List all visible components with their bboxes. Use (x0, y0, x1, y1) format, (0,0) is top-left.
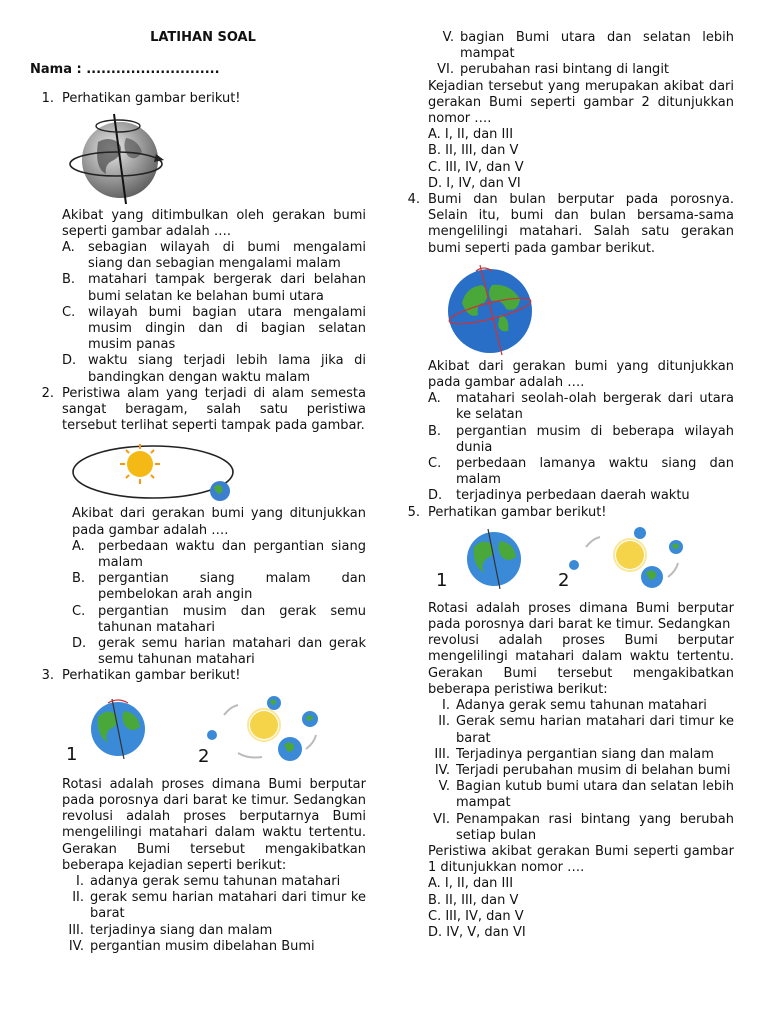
answer-option: A. I, II, dan III (428, 127, 514, 143)
question-number: 2. (41, 385, 54, 401)
question-number: 1. (41, 91, 54, 107)
name-line: Nama : ........................... (30, 62, 220, 78)
answer-option (62, 272, 366, 304)
event-item-text: pergantian musim dibelahan Bumi (90, 938, 315, 954)
rotation-globe-icon (458, 527, 530, 589)
rotating-globe-image (64, 112, 164, 204)
event-item-text: Terjadinya pergantian siang dan malam (456, 746, 714, 762)
event-item-label: V. (438, 779, 450, 795)
question-number: 4. (407, 192, 420, 208)
event-item-label: IV. (434, 762, 450, 778)
event-item (62, 923, 366, 939)
event-item (432, 62, 734, 78)
event-item (62, 890, 366, 922)
answer-option-label: B. (72, 571, 86, 587)
answer-option: C. III, IV, dan V (428, 908, 524, 924)
event-item (62, 939, 366, 955)
answer-option-text: matahari tampak bergerak dari belahan bumi selatan ke belahan bumi utara (88, 272, 366, 304)
answer-option (62, 305, 366, 354)
answer-option (62, 240, 366, 272)
earth-axis-rotation-image (440, 263, 540, 355)
events-list-continued (402, 30, 734, 79)
event-item-label: VI. (433, 811, 450, 827)
answer-option: A. I, II, dan III (428, 876, 514, 892)
question-prompt: Peristiwa alam yang terjadi di alam semesta sangat beragam, salah satu peristiwa tersebut terlihat seperti tampak pada gambar. (62, 385, 366, 434)
question-3 (30, 668, 366, 954)
event-item-label: III. (434, 746, 450, 762)
event-item-text: gerak semu harian matahari dari timur ke barat (90, 890, 366, 922)
answer-option-text: pergantian musim dan gerak semu tahunan matahari (98, 603, 366, 635)
answer-option-label: C. (62, 304, 76, 320)
event-item-text: Adanya gerak semu tahunan matahari (456, 698, 707, 714)
answer-option-label: C. (72, 603, 86, 619)
event-item-label: I. (76, 873, 84, 889)
event-item-label: II. (72, 890, 84, 906)
answer-option (72, 571, 366, 603)
answer-option-text: gerak semu harian matahari dan gerak semu tahunan matahari (98, 636, 366, 668)
figure-label-1: 1 (66, 743, 78, 765)
question-2 (30, 386, 366, 669)
left-column (30, 30, 366, 955)
event-item (428, 698, 734, 714)
event-item (428, 747, 734, 763)
options-list (62, 240, 366, 386)
event-item (428, 763, 734, 779)
question-prompt: Bumi dan bulan berputar pada porosnya. Selain itu, bumi dan bulan bersama-sama mengelilingi matahari. Salah satu gerakan bumi seperti pada gambar berikut. (428, 192, 734, 256)
revolution-orbit-icon (198, 691, 330, 767)
question-prompt: Perhatikan gambar berikut! (62, 668, 241, 684)
answer-option-text: waktu siang terjadi lebih lama jika di bandingkan dengan waktu malam (88, 353, 366, 385)
question-prompt: Perhatikan gambar berikut! (428, 504, 607, 520)
answer-option-label: A. (428, 391, 441, 407)
answer-option-label: B. (428, 423, 442, 439)
rotation-revolution-figure (62, 691, 366, 773)
earth-icon (210, 481, 230, 501)
question-number: 3. (41, 668, 54, 684)
event-item-text: Bagian kutub bumi utara dan selatan lebih mampat (456, 779, 734, 811)
question-stem: Akibat dari gerakan bumi yang ditunjukkan pada gambar adalah …. (428, 358, 734, 391)
answer-option-text: wilayah bumi bagian utara mengalami musim dingin dan di bagian selatan musim panas (88, 304, 366, 353)
event-item-text: adanya gerak semu tahunan matahari (90, 873, 341, 889)
event-item-label: I. (442, 698, 450, 714)
question-stem: Akibat dari gerakan bumi yang ditunjukkan pada gambar adalah …. (72, 506, 366, 538)
answer-option: B. II, III, dan V (428, 892, 519, 908)
worksheet-title: LATIHAN SOAL (150, 30, 256, 45)
answer-option-text: matahari seolah-olah bergerak dari utara ke selatan (456, 391, 734, 423)
answer-option-label: A. (72, 538, 85, 554)
answer-option: D. IV, V, dan VI (428, 924, 526, 940)
event-item (428, 812, 734, 844)
answer-option-text: perbedaan waktu dan pergantian siang malam (98, 538, 366, 571)
question-number: 5. (407, 504, 420, 520)
figure-label-2: 2 (198, 745, 210, 767)
answer-option (62, 353, 366, 385)
event-item (432, 30, 734, 62)
answer-option (72, 636, 366, 668)
question-stem: Rotasi adalah proses dimana Bumi berputar pada porosnya dari barat ke timur. Sedangkan revolusi adalah proses berputarnya Bumi mengelilingi matahari dalam waktu tertentu. Gerakan Bumi tersebut mengakibatkan beberapa kejadian seperti berikut: (62, 776, 366, 873)
answer-option (428, 424, 734, 456)
answer-option-text: terjadinya perbedaan daerah waktu (456, 488, 690, 504)
answer-option-label: D. (428, 488, 443, 504)
event-item-text: Gerak semu harian matahari dari timur ke barat (456, 714, 734, 746)
sun-icon (120, 444, 160, 484)
question-prompt: Perhatikan gambar berikut! (62, 91, 241, 107)
answer-option (428, 488, 734, 504)
event-item-label: II. (438, 714, 450, 730)
earth-orbit-image (70, 440, 240, 502)
answer-option (72, 539, 366, 571)
event-item (62, 874, 366, 890)
options-list (428, 391, 734, 504)
answer-option-text: pergantian siang malam dan pembelokan arah angin (98, 571, 366, 603)
event-item-text: perubahan rasi bintang di langit (460, 62, 670, 78)
answer-option (428, 391, 734, 423)
answer-option-text: pergantian musim di beberapa wilayah dunia (456, 423, 734, 455)
question-5 (402, 505, 734, 941)
question-question: Peristiwa akibat gerakan Bumi seperti gambar 1 ditunjukkan nomor …. (428, 843, 734, 876)
answer-option: D. I, IV, dan VI (428, 175, 521, 191)
question-stem-continued: revolusi adalah proses Bumi berputar mengelilingi matahari dalam waktu tertentu. Gerakan Bumi tersebut mengakibatkan beberapa peristiwa berikut: (428, 633, 734, 697)
event-item (428, 779, 734, 811)
event-item-text: bagian Bumi utara dan selatan lebih mampat (460, 30, 734, 62)
right-column (402, 30, 734, 941)
question-1 (30, 91, 366, 385)
event-item-label: IV. (68, 938, 84, 954)
answer-option: C. III, IV, dan V (428, 159, 524, 175)
question-4 (402, 192, 734, 505)
event-item-label: VI. (437, 62, 454, 78)
question-stem: Akibat yang ditimbulkan oleh gerakan bumi seperti gambar adalah …. (62, 207, 366, 239)
figure-label-1: 1 (436, 569, 448, 591)
question-question: Kejadian tersebut yang merupakan akibat dari gerakan Bumi seperti gambar 2 ditunjukkan nomor …. (428, 78, 734, 127)
figure-label-2: 2 (558, 569, 570, 591)
answer-option (72, 604, 366, 636)
options-list (428, 876, 734, 941)
answer-option-text: perbedaan lamanya waktu siang dan malam (456, 456, 734, 488)
question-stem: Rotasi adalah proses dimana Bumi berputar pada porosnya dari barat ke timur. Sedangkan (428, 600, 734, 633)
event-item-text: Penampakan rasi bintang yang berubah setiap bulan (456, 811, 734, 843)
options-list (402, 127, 734, 192)
answer-option (428, 456, 734, 488)
options-list (62, 539, 366, 669)
events-list (62, 874, 366, 955)
event-item-text: terjadinya siang dan malam (90, 922, 273, 938)
answer-option-text: sebagian wilayah di bumi mengalami siang dan sebagian mengalami malam (88, 240, 366, 272)
revolution-orbit-icon (564, 525, 696, 597)
event-item-label: V. (442, 30, 454, 45)
answer-option-label: D. (62, 353, 77, 369)
answer-option-label: C. (428, 456, 442, 472)
answer-option-label: A. (62, 240, 75, 256)
answer-option-label: D. (72, 636, 87, 652)
event-item-text: Terjadi perubahan musim di belahan bumi (456, 762, 731, 778)
rotation-revolution-figure (428, 525, 734, 601)
answer-option: B. II, III, dan V (428, 143, 519, 159)
event-item-label: III. (68, 922, 84, 938)
event-item (428, 714, 734, 746)
rotation-globe-icon (82, 697, 154, 759)
events-list (428, 698, 734, 844)
answer-option-label: B. (62, 272, 76, 288)
